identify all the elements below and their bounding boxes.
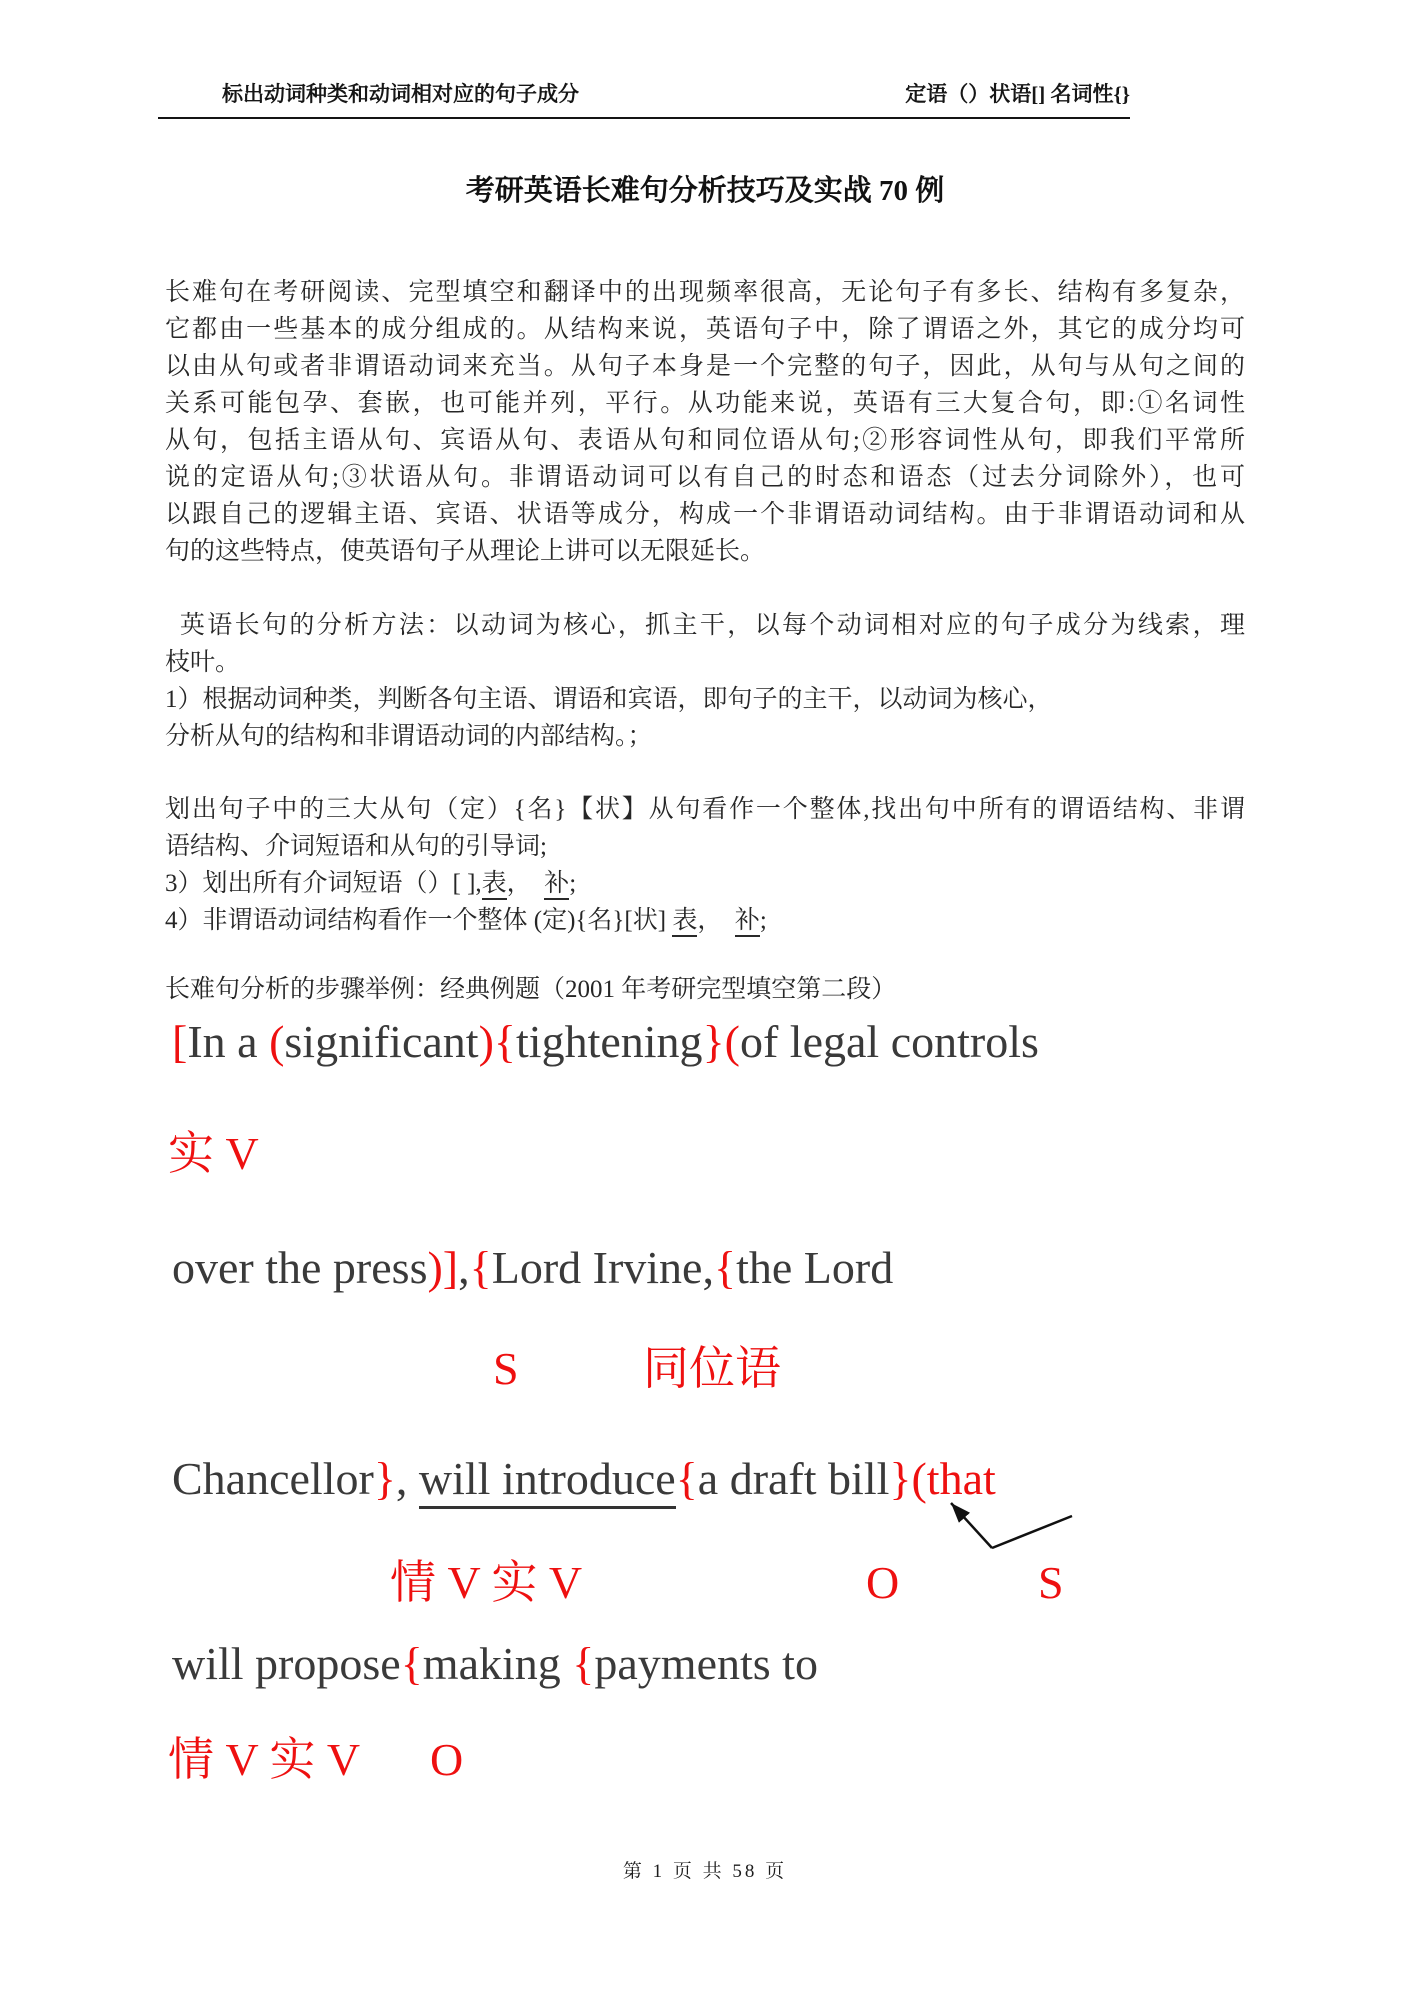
paragraph-line: 从句，包括主语从句、宾语从句、表语从句和同位语从句;②形容词性从句，即我们平常所 [165,427,1245,454]
paragraph-line: 枝叶。 [165,649,241,676]
bracket-mark: { [469,1242,492,1293]
example-sentence-line-4 [172,1635,818,1693]
text-segment: of legal controls [739,1016,1039,1067]
text-segment: tightening [516,1016,703,1067]
paragraph-line: 长难句在考研阅读、完型填空和翻译中的出现频率很高，无论句子有多长、结构有多复杂， [165,279,1245,306]
text-segment: ， [697,907,735,934]
text-segment: 表 [482,870,507,900]
subject-annotation: S [1038,1557,1064,1608]
text-segment: , [395,1453,419,1504]
paragraph-line: 1）根据动词种类，判断各句主语、谓语和宾语，即句子的主干，以动词为核心， [165,686,1053,713]
verb-annotation-real-v: 实 V [168,1128,259,1179]
text-segment: In a [187,1016,270,1067]
steps-paragraph [165,791,1245,939]
paragraph-line: 说的定语从句;③状语从句。非谓语动词可以有自己的时态和语态（过去分词除外），也可 [165,464,1245,491]
paragraph-line: 句的这些特点，使英语句子从理论上讲可以无限延长。 [165,538,766,565]
example-heading-text: 长难句分析的步骤举例：经典例题（2001 年考研完型填空第二段） [165,976,897,1003]
text-segment: significant [284,1016,479,1067]
text-segment: 补 [544,870,569,900]
page-number-footer: 第 1 页 共 58 页 [622,1861,788,1882]
text-segment: ， [506,870,545,897]
text-segment: , [458,1242,470,1293]
modal-real-verb-annotation: 情 V 实 V [390,1557,583,1608]
intro-paragraph [165,274,1245,570]
text-segment: 表 [672,907,697,937]
text-segment: will introduce [419,1453,676,1509]
bracket-mark: { [400,1638,423,1689]
text-segment: the Lord [736,1242,894,1293]
paragraph-line: 关系可能包孕、套嵌，也可能并列，平行。从功能来说，英语有三大复合句，即:①名词性 [165,390,1245,417]
modal-real-verb-annotation: 情 V 实 V [168,1734,361,1785]
paragraph-line: 以由从句或者非谓语动词来充当。从句子本身是一个完整的句子，因此，从句与从句之间的 [165,353,1245,380]
paragraph-line-underlined-terms [165,865,1245,902]
example-heading [165,971,1245,1008]
bracket-mark: ( [269,1016,285,1067]
text-segment: a draft bill [697,1453,890,1504]
text-segment: Chancellor [172,1453,374,1504]
text-segment: 补 [735,907,760,937]
text-segment: payments to [594,1638,818,1689]
bracket-mark: )] [427,1242,459,1293]
bracket-mark: ) [478,1016,494,1067]
bracket-mark: [ [172,1016,188,1067]
paragraph-line: 分析从句的结构和非谓语动词的内部结构。； [165,723,653,750]
object-annotation: O [430,1734,464,1785]
bracket-mark: { [713,1242,737,1293]
header-right-text: 定语（）状语[] 名词性{} [905,82,1130,106]
bracket-mark: { [493,1016,517,1067]
reference-arrow [920,1488,1090,1558]
subject-annotation: S [493,1343,519,1394]
apposition-annotation: 同位语 [643,1343,781,1394]
text-segment: ; [759,907,767,934]
paragraph-line: 以跟自己的逻辑主语、宾语、状语等成分，构成一个非谓语动词结构。由于非谓语动词和从 [165,501,1245,528]
example-sentence-line-1 [172,1013,1039,1071]
paragraph-line: 英语长句的分析方法：以动词为核心，抓主干，以每个动词相对应的句子成分为线索，理 [165,612,1245,639]
bracket-mark: { [675,1453,698,1504]
example-sentence-line-3 [172,1450,996,1508]
paragraph-line: 语结构、介词短语和从句的引导词; [165,833,547,860]
paragraph-line: 划出句子中的三大从句（定）{名}【状】从句看作一个整体,找出句中所有的谓语结构、非谓 [165,796,1245,823]
text-segment: making [422,1638,573,1689]
bracket-mark: } [373,1453,396,1504]
paragraph-line: 它都由一些基本的成分组成的。从结构来说，英语句子中，除了谓语之外，其它的成分均可 [165,316,1245,343]
object-annotation: O [866,1557,900,1608]
text-segment: Lord Irvine, [491,1242,714,1293]
bracket-mark: } [702,1016,725,1067]
text-segment: ; [569,870,577,897]
page-header [158,78,1130,119]
bracket-mark: { [572,1638,595,1689]
bracket-mark: ( [724,1016,740,1067]
document-title: 考研英语长难句分析技巧及实战 70 例 [465,175,945,207]
bracket-mark: } [889,1453,912,1504]
text-segment: 4）非谓语动词结构看作一个整体 (定){名}[状] [165,907,673,934]
example-sentence-line-2 [172,1239,893,1297]
text-segment: will propose [172,1638,401,1689]
method-paragraph [165,607,1245,755]
header-left-text: 标出动词种类和动词相对应的句子成分 [222,82,579,106]
text-segment: over the press [172,1242,428,1293]
text-segment: 3）划出所有介词短语（）[ ], [165,870,482,897]
bracket-mark: (that [911,1453,996,1504]
paragraph-line-underlined-terms [165,902,1245,939]
